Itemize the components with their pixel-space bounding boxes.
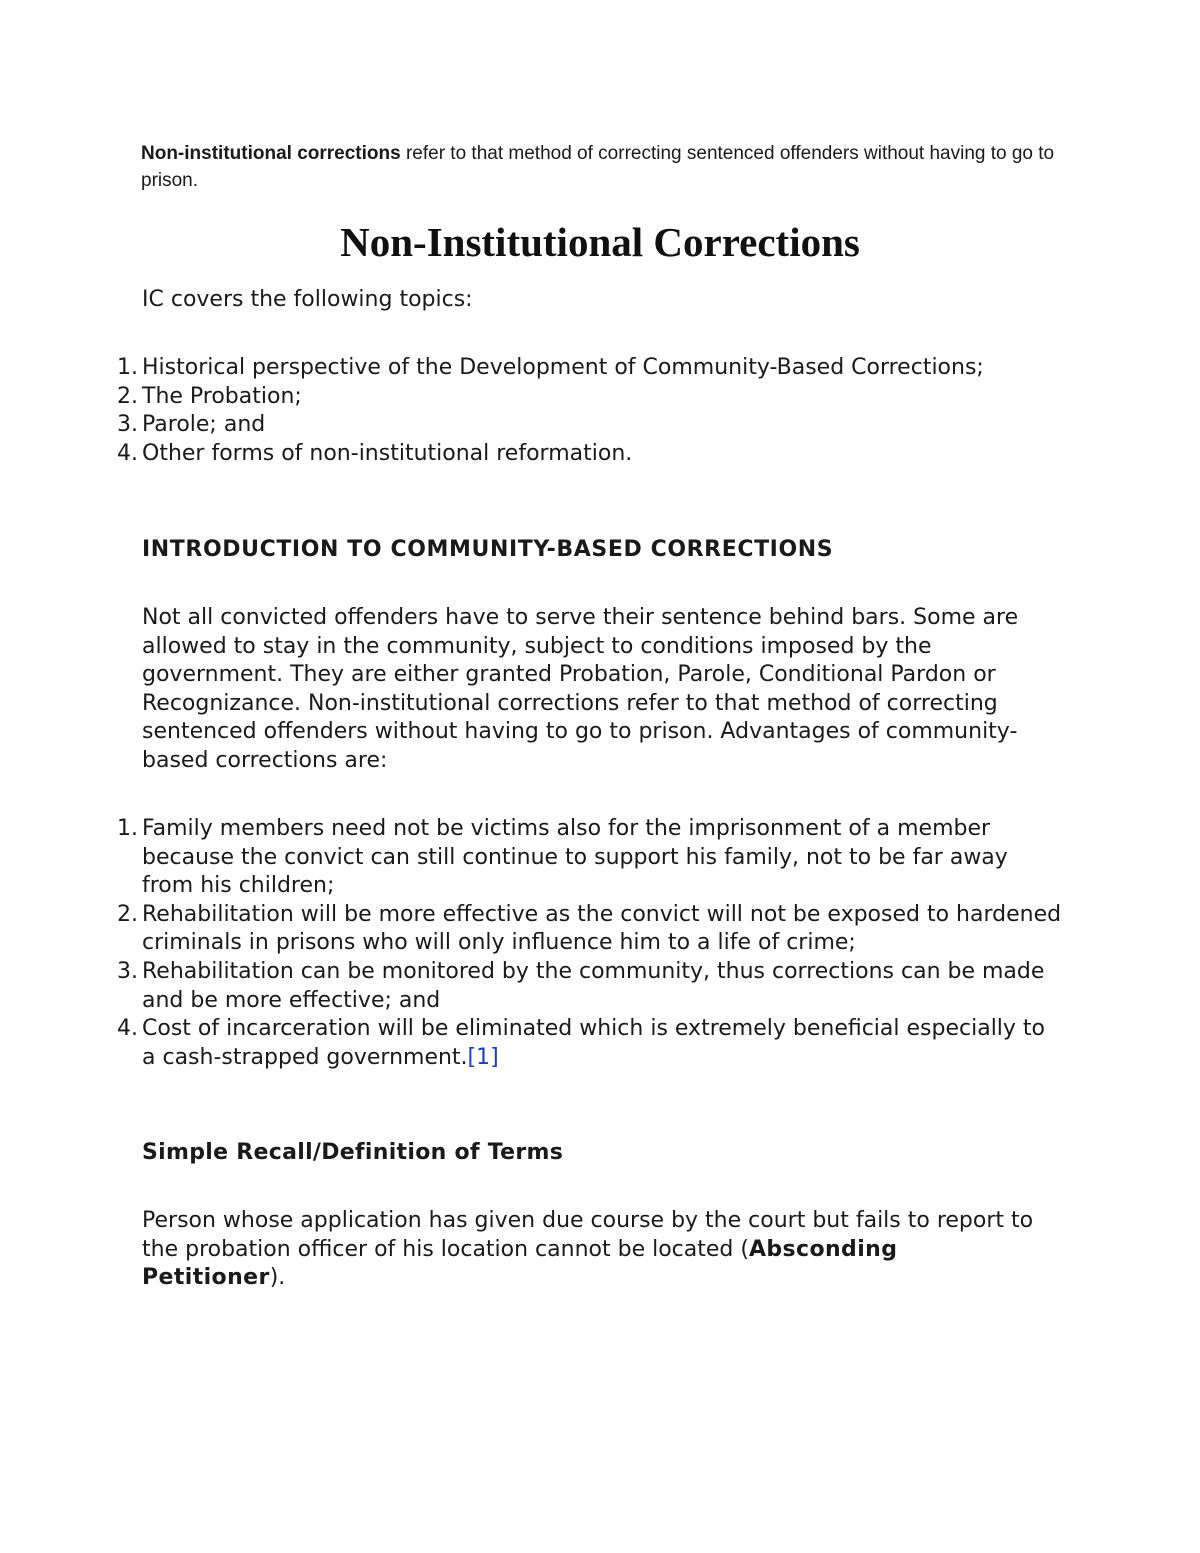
list-item <box>117 383 1062 412</box>
document-title: Non-Institutional Corrections <box>340 219 860 265</box>
list-item-text: Family members need not be victims also for the imprisonment of a member because the convict can still continue to support his family, not to be far away from his children; <box>142 816 1008 899</box>
advantages-list <box>117 815 1062 1072</box>
citation-link[interactable]: [1] <box>467 1044 499 1070</box>
list-item-text: Parole; and <box>142 412 266 438</box>
list-item <box>117 440 1062 469</box>
list-item-text: Historical perspective of the Development of Community-Based Corrections; <box>142 355 984 380</box>
section-heading-definition-of-terms: Simple Recall/Definition of Terms <box>142 1140 564 1165</box>
list-item <box>117 411 1062 440</box>
definition-text: Person whose application has given due course by the court but fails to report to the probation officer of his location cannot be located ( <box>142 1208 1034 1262</box>
list-number: 1. <box>117 355 138 380</box>
list-number: 1. <box>117 816 138 841</box>
definition-paragraph <box>142 1207 1042 1293</box>
list-item <box>117 901 1062 958</box>
list-item-text: Cost of incarceration will be eliminated which is extremely beneficial especially to a cash-strapped government. <box>142 1016 1046 1070</box>
list-item-text: The Probation; <box>142 383 302 409</box>
topics-list <box>117 354 1062 468</box>
list-item <box>117 1015 1062 1072</box>
intro-lead-term: Non-institutional corrections <box>141 143 401 164</box>
list-item-text: Rehabilitation will be more effective as the convict will not be exposed to hardened criminals in prisons who will only influence him to a life of crime; <box>142 901 1062 956</box>
intro-lead-text: refer to that method of correcting sentenced offenders without having to go to prison. <box>141 143 1055 191</box>
definition-end: ). <box>269 1265 286 1291</box>
intro-paragraph <box>141 140 1061 194</box>
section-heading-community-corrections: INTRODUCTION TO COMMUNITY-BASED CORRECTIONS <box>142 537 834 562</box>
list-item-text: Other forms of non-institutional reformation. <box>142 440 633 466</box>
list-number: 3. <box>117 958 138 984</box>
topics-intro: IC covers the following topics: <box>142 287 473 312</box>
list-number: 2. <box>117 901 138 927</box>
list-number: 4. <box>117 440 138 466</box>
list-number: 3. <box>117 412 138 438</box>
list-item <box>117 815 1062 901</box>
list-number: 2. <box>117 383 138 409</box>
community-corrections-paragraph: Not all convicted offenders have to serve their sentence behind bars. Some are allowed to stay in the community, subject to conditions imposed by the government. They are either granted Probation, Parole, Conditional Pardon or Recognizance. Non-institutional corrections refer to that method of correcting sentenced offenders without having to go to prison. Advantages of community-based corrections are: <box>142 605 1019 773</box>
list-item <box>117 354 1062 383</box>
definition-term: Absconding Petitioner <box>142 1236 898 1291</box>
list-number: 4. <box>117 1016 138 1042</box>
list-item-text: Rehabilitation can be monitored by the community, thus corrections can be made and be more effective; and <box>142 958 1045 1013</box>
list-item <box>117 958 1062 1015</box>
